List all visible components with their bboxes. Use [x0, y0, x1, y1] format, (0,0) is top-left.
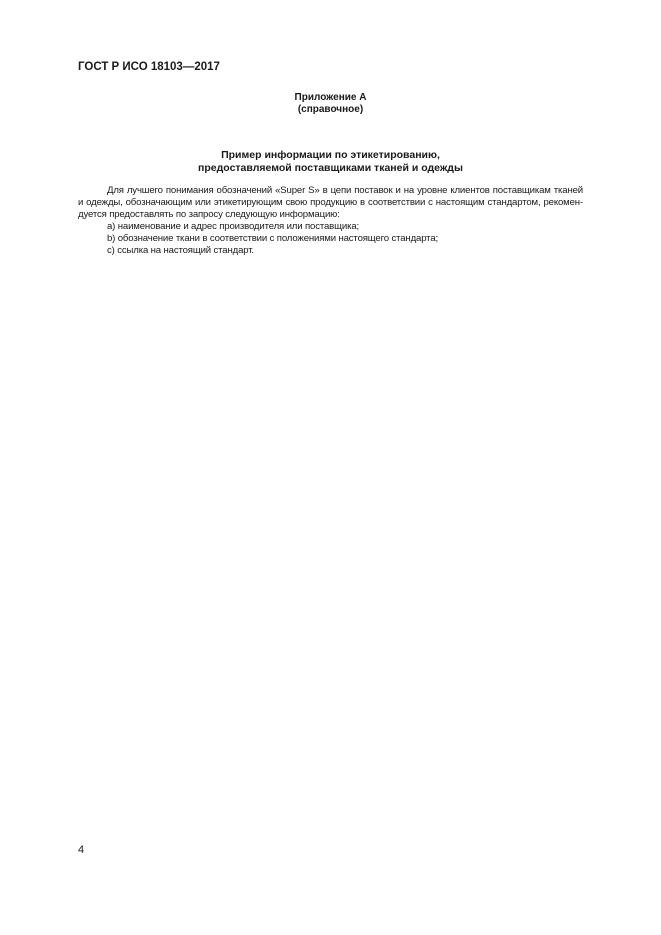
section-title-line: Пример информации по этикетированию,	[221, 149, 440, 161]
page-number: 4	[78, 844, 85, 856]
list-item: b) обозначение ткани в соответствии с положениями настоящего стандарта;	[107, 233, 439, 244]
paragraph-line: Для лучшего понимания обозначений «Super S» в цепи поставок и на уровне клиентов поставщикам тканей	[107, 185, 583, 196]
appendix-title: Приложение А	[294, 92, 367, 103]
list-item: с) ссылка на настоящий стандарт.	[107, 245, 254, 256]
list-item: а) наименование и адрес производителя или поставщика;	[107, 221, 360, 232]
paragraph-line: и одежды, обозначающим или этикетирующим свою продукцию в соответствии с настоящим стандартом, рекомен-	[78, 197, 583, 208]
appendix-note: (справочное)	[297, 104, 364, 115]
paragraph-line: дуется предоставлять по запросу следующую информацию:	[78, 209, 340, 220]
document-body	[78, 92, 583, 257]
section-title-line: предоставляемой поставщиками тканей и одежды	[198, 162, 463, 174]
document-header: ГОСТ Р ИСО 18103—2017	[78, 61, 220, 73]
